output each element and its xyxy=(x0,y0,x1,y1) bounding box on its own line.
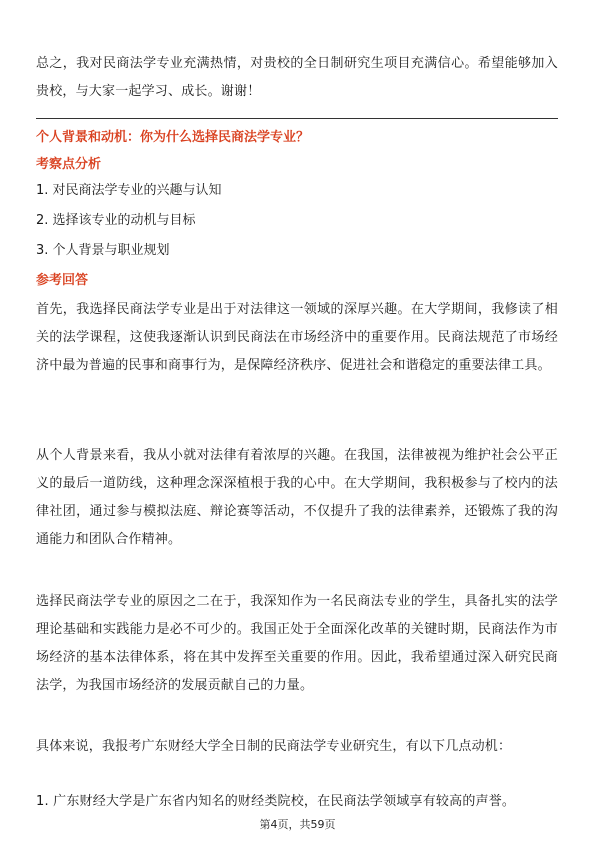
intro-paragraph: 总之，我对民商法学专业充满热情，对贵校的全日制研究生项目充满信心。希望能够加入贵校，与大家一起学习、成长。谢谢！ xyxy=(36,56,558,99)
list-item: 2. 选择该专业的动机与目标 xyxy=(36,213,196,228)
list-item: 3. 个人背景与职业规划 xyxy=(36,243,170,258)
list-item: 1. 对民商法学专业的兴趣与认知 xyxy=(36,183,222,198)
section-divider xyxy=(36,118,558,119)
answer-heading: 参考回答 xyxy=(36,273,89,288)
page-footer: 第4页，共59页 xyxy=(259,818,336,831)
answer-paragraph-1: 首先，我选择民商法学专业是出于对法律这一领域的深厚兴趣。在大学期间，我修读了相关的法学课程，这使我逐渐认识到民商法在市场经济中的重要作用。民商法规范了市场经济中最为普遍的民事和商事行为，是保障经济秩序、促进社会和谐稳定的重要法律工具。 xyxy=(36,302,558,373)
answer-paragraph-3: 选择民商法学专业的原因之二在于，我深知作为一名民商法专业的学生，具备扎实的法学理论基础和实践能力是必不可少的。我国正处于全面深化改革的关键时期，民商法作为市场经济的基本法律体系，将在其中发挥至关重要的作用。因此，我希望通过深入研究民商法学，为我国市场经济的发展贡献自己的力量。 xyxy=(36,594,558,693)
answer-paragraph-5: 1. 广东财经大学是广东省内知名的财经类院校，在民商法学领域享有较高的声誉。 xyxy=(36,794,516,809)
answer-paragraph-2: 从个人背景来看，我从小就对法律有着浓厚的兴趣。在我国，法律被视为维护社会公平正义的最后一道防线，这种理念深深植根于我的心中。在大学期间，我积极参与了校内的法律社团，通过参与模拟法庭、辩论赛等活动，不仅提升了我的法律素养，还锻炼了我的沟通能力和团队合作精神。 xyxy=(36,448,558,547)
analysis-heading: 考察点分析 xyxy=(36,157,102,172)
question-title: 个人背景和动机：你为什么选择民商法学专业？ xyxy=(36,130,310,145)
analysis-list xyxy=(36,176,222,266)
answer-paragraph-4: 具体来说，我报考广东财经大学全日制的民商法学专业研究生，有以下几点动机： xyxy=(36,739,512,754)
